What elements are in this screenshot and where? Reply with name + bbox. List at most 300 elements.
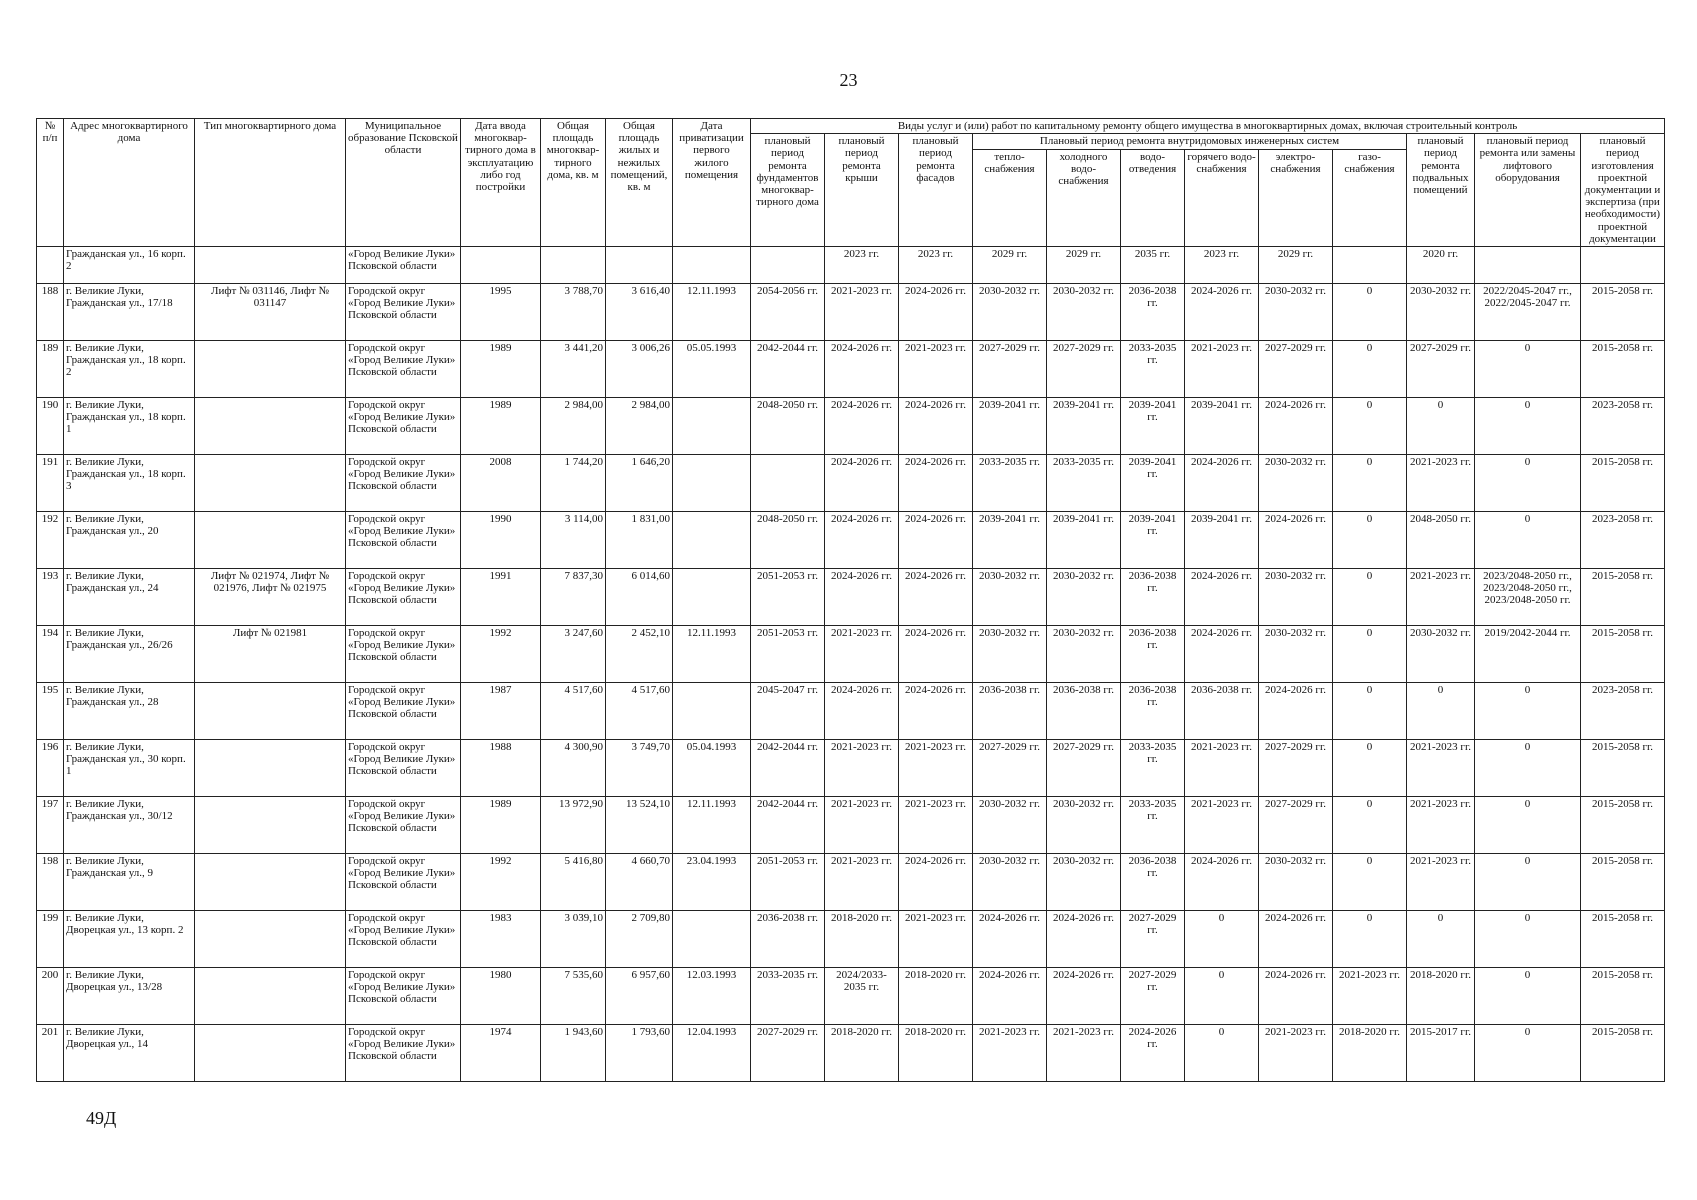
cell-total-area: 7 837,30 (541, 569, 606, 626)
cell-elevator: 2023/2048-2050 гг., 2023/2048-2050 гг., 2023/2048-2050 гг. (1475, 569, 1581, 626)
cell-premises-area: 1 831,00 (606, 512, 673, 569)
cell-priv-date (673, 455, 751, 512)
cell-gas: 0 (1333, 455, 1407, 512)
cell-total-area: 1 943,60 (541, 1025, 606, 1082)
cell-priv-date: 12.03.1993 (673, 968, 751, 1025)
cell-address: г. Великие Луки, Дворецкая ул., 13 корп. 2 (64, 911, 195, 968)
header-hot-water: горячего водо-снабжения (1185, 149, 1259, 246)
cell-basement: 2030-2032 гг. (1407, 626, 1475, 683)
cell-hot: 0 (1185, 911, 1259, 968)
cell-total-area: 3 441,20 (541, 341, 606, 398)
cell-cold: 2030-2032 гг. (1047, 854, 1121, 911)
header-heat: тепло-снабжения (973, 149, 1047, 246)
cell-foundation: 2048-2050 гг. (751, 398, 825, 455)
table-row (37, 854, 1665, 911)
cell-premises-area: 2 452,10 (606, 626, 673, 683)
cell-address: г. Великие Луки, Гражданская ул., 17/18 (64, 284, 195, 341)
header-drainage: водо-отведения (1121, 149, 1185, 246)
cell-hot: 2024-2026 гг. (1185, 569, 1259, 626)
capital-repair-table (36, 118, 1665, 1082)
cell-design (1581, 247, 1665, 284)
cell-elevator: 0 (1475, 398, 1581, 455)
cell-total-area: 4 300,90 (541, 740, 606, 797)
header-facade: плановый период ремонта фасадов (899, 134, 973, 247)
cell-design: 2023-2058 гг. (1581, 398, 1665, 455)
cell-municipality: Городской округ «Город Великие Луки» Псковской области (346, 626, 461, 683)
cell-priv-date: 12.11.1993 (673, 626, 751, 683)
cell-foundation: 2051-2053 гг. (751, 569, 825, 626)
cell-gas: 0 (1333, 797, 1407, 854)
header-roof: плановый период ремонта крыши (825, 134, 899, 247)
cell-year: 1990 (461, 512, 541, 569)
cell-num: 195 (37, 683, 64, 740)
cell-design: 2015-2058 гг. (1581, 341, 1665, 398)
cell-basement: 2027-2029 гг. (1407, 341, 1475, 398)
cell-cold: 2024-2026 гг. (1047, 911, 1121, 968)
cell-num (37, 247, 64, 284)
cell-year (461, 247, 541, 284)
cell-hot: 2024-2026 гг. (1185, 854, 1259, 911)
cell-type (195, 968, 346, 1025)
cell-facade: 2024-2026 гг. (899, 854, 973, 911)
cell-premises-area: 13 524,10 (606, 797, 673, 854)
table-row (37, 455, 1665, 512)
cell-year: 2008 (461, 455, 541, 512)
cell-hot: 0 (1185, 1025, 1259, 1082)
cell-hot: 2039-2041 гг. (1185, 398, 1259, 455)
table-row (37, 911, 1665, 968)
cell-elec: 2030-2032 гг. (1259, 455, 1333, 512)
cell-type (195, 455, 346, 512)
cell-hot: 2036-2038 гг. (1185, 683, 1259, 740)
cell-basement: 0 (1407, 683, 1475, 740)
cell-facade: 2024-2026 гг. (899, 512, 973, 569)
cell-total-area: 3 114,00 (541, 512, 606, 569)
header-electric: электро-снабжения (1259, 149, 1333, 246)
cell-heat: 2027-2029 гг. (973, 740, 1047, 797)
cell-gas: 0 (1333, 569, 1407, 626)
cell-elevator: 0 (1475, 512, 1581, 569)
cell-hot: 0 (1185, 968, 1259, 1025)
cell-cold: 2036-2038 гг. (1047, 683, 1121, 740)
cell-address: г. Великие Луки, Дворецкая ул., 14 (64, 1025, 195, 1082)
cell-premises-area: 1 646,20 (606, 455, 673, 512)
cell-premises-area: 4 660,70 (606, 854, 673, 911)
cell-hot: 2024-2026 гг. (1185, 284, 1259, 341)
cell-facade: 2021-2023 гг. (899, 740, 973, 797)
cell-elec: 2030-2032 гг. (1259, 284, 1333, 341)
cell-roof: 2024-2026 гг. (825, 455, 899, 512)
cell-num: 201 (37, 1025, 64, 1082)
header-commission-date: Дата ввода многоквар-тирного дома в эксплуатацию либо год постройки (461, 119, 541, 247)
cell-design: 2015-2058 гг. (1581, 740, 1665, 797)
cell-premises-area: 6 957,60 (606, 968, 673, 1025)
cell-foundation: 2033-2035 гг. (751, 968, 825, 1025)
cell-heat: 2030-2032 гг. (973, 797, 1047, 854)
cell-heat: 2033-2035 гг. (973, 455, 1047, 512)
cell-year: 1989 (461, 398, 541, 455)
cell-year: 1980 (461, 968, 541, 1025)
cell-gas: 0 (1333, 740, 1407, 797)
cell-foundation: 2048-2050 гг. (751, 512, 825, 569)
cell-address: г. Великие Луки, Гражданская ул., 30 корп. 1 (64, 740, 195, 797)
table-row (37, 1025, 1665, 1082)
cell-foundation: 2042-2044 гг. (751, 341, 825, 398)
cell-hot: 2021-2023 гг. (1185, 341, 1259, 398)
cell-elevator (1475, 247, 1581, 284)
cell-cold: 2033-2035 гг. (1047, 455, 1121, 512)
cell-num: 198 (37, 854, 64, 911)
cell-drain: 2039-2041 гг. (1121, 512, 1185, 569)
cell-roof: 2024-2026 гг. (825, 341, 899, 398)
cell-roof: 2024-2026 гг. (825, 683, 899, 740)
cell-design: 2015-2058 гг. (1581, 911, 1665, 968)
cell-drain: 2039-2041 гг. (1121, 398, 1185, 455)
cell-type (195, 740, 346, 797)
cell-roof: 2021-2023 гг. (825, 854, 899, 911)
table-row (37, 626, 1665, 683)
cell-elec: 2027-2029 гг. (1259, 341, 1333, 398)
cell-elec: 2030-2032 гг. (1259, 569, 1333, 626)
cell-year: 1989 (461, 341, 541, 398)
cell-priv-date (673, 911, 751, 968)
cell-num: 196 (37, 740, 64, 797)
cell-facade: 2024-2026 гг. (899, 569, 973, 626)
cell-priv-date: 05.05.1993 (673, 341, 751, 398)
cell-drain: 2024-2026 гг. (1121, 1025, 1185, 1082)
cell-address: г. Великие Луки, Гражданская ул., 26/26 (64, 626, 195, 683)
cell-roof: 2018-2020 гг. (825, 1025, 899, 1082)
cell-basement: 2018-2020 гг. (1407, 968, 1475, 1025)
cell-cold: 2027-2029 гг. (1047, 341, 1121, 398)
cell-gas: 0 (1333, 626, 1407, 683)
cell-design: 2023-2058 гг. (1581, 512, 1665, 569)
cell-priv-date (673, 683, 751, 740)
cell-gas: 0 (1333, 512, 1407, 569)
cell-premises-area: 3 749,70 (606, 740, 673, 797)
cell-type (195, 341, 346, 398)
cell-address: г. Великие Луки, Гражданская ул., 24 (64, 569, 195, 626)
cell-type (195, 512, 346, 569)
cell-foundation: 2051-2053 гг. (751, 626, 825, 683)
cell-address: г. Великие Луки, Гражданская ул., 18 корп. 2 (64, 341, 195, 398)
cell-foundation: 2036-2038 гг. (751, 911, 825, 968)
cell-cold: 2027-2029 гг. (1047, 740, 1121, 797)
cell-basement: 2021-2023 гг. (1407, 797, 1475, 854)
cell-heat: 2030-2032 гг. (973, 626, 1047, 683)
cell-elec: 2024-2026 гг. (1259, 398, 1333, 455)
cell-premises-area (606, 247, 673, 284)
cell-design: 2015-2058 гг. (1581, 968, 1665, 1025)
cell-type (195, 398, 346, 455)
cell-type: Лифт № 021974, Лифт № 021976, Лифт № 021975 (195, 569, 346, 626)
cell-municipality: Городской округ «Город Великие Луки» Псковской области (346, 284, 461, 341)
cell-cold: 2021-2023 гг. (1047, 1025, 1121, 1082)
header-type: Тип многоквартирного дома (195, 119, 346, 247)
cell-heat: 2024-2026 гг. (973, 968, 1047, 1025)
cell-address: г. Великие Луки, Гражданская ул., 20 (64, 512, 195, 569)
cell-elevator: 0 (1475, 341, 1581, 398)
cell-cold: 2029 гг. (1047, 247, 1121, 284)
table-row (37, 284, 1665, 341)
cell-municipality: Городской округ «Город Великие Луки» Псковской области (346, 911, 461, 968)
cell-gas: 0 (1333, 284, 1407, 341)
cell-priv-date: 12.04.1993 (673, 1025, 751, 1082)
header-municipality: Муниципальное образование Псковской области (346, 119, 461, 247)
cell-total-area: 3 039,10 (541, 911, 606, 968)
cell-drain: 2036-2038 гг. (1121, 683, 1185, 740)
cell-elec: 2030-2032 гг. (1259, 626, 1333, 683)
cell-hot: 2021-2023 гг. (1185, 797, 1259, 854)
cell-year: 1992 (461, 626, 541, 683)
cell-total-area: 2 984,00 (541, 398, 606, 455)
cell-municipality: Городской округ «Город Великие Луки» Псковской области (346, 341, 461, 398)
cell-year: 1987 (461, 683, 541, 740)
cell-year: 1991 (461, 569, 541, 626)
cell-foundation (751, 455, 825, 512)
cell-elec: 2030-2032 гг. (1259, 854, 1333, 911)
cell-elevator: 0 (1475, 455, 1581, 512)
cell-heat: 2030-2032 гг. (973, 854, 1047, 911)
cell-num: 197 (37, 797, 64, 854)
cell-priv-date (673, 569, 751, 626)
cell-foundation: 2027-2029 гг. (751, 1025, 825, 1082)
header-address: Адрес многоквартирного дома (64, 119, 195, 247)
cell-facade: 2021-2023 гг. (899, 911, 973, 968)
cell-roof: 2021-2023 гг. (825, 797, 899, 854)
table-row (37, 341, 1665, 398)
cell-total-area: 1 744,20 (541, 455, 606, 512)
cell-year: 1992 (461, 854, 541, 911)
cell-type (195, 683, 346, 740)
cell-facade: 2024-2026 гг. (899, 683, 973, 740)
cell-cold: 2030-2032 гг. (1047, 569, 1121, 626)
cell-elec: 2024-2026 гг. (1259, 911, 1333, 968)
cell-facade: 2018-2020 гг. (899, 1025, 973, 1082)
cell-basement: 2030-2032 гг. (1407, 284, 1475, 341)
cell-facade: 2021-2023 гг. (899, 797, 973, 854)
cell-type (195, 247, 346, 284)
cell-heat: 2024-2026 гг. (973, 911, 1047, 968)
cell-elevator: 0 (1475, 911, 1581, 968)
cell-num: 199 (37, 911, 64, 968)
cell-num: 192 (37, 512, 64, 569)
cell-heat: 2027-2029 гг. (973, 341, 1047, 398)
cell-facade: 2018-2020 гг. (899, 968, 973, 1025)
cell-elevator: 0 (1475, 968, 1581, 1025)
cell-elevator: 2022/2045-2047 гг., 2022/2045-2047 гг. (1475, 284, 1581, 341)
cell-elevator: 0 (1475, 854, 1581, 911)
cell-type (195, 797, 346, 854)
cell-design: 2015-2058 гг. (1581, 455, 1665, 512)
cell-gas: 2018-2020 гг. (1333, 1025, 1407, 1082)
cell-total-area (541, 247, 606, 284)
table-row (37, 968, 1665, 1025)
cell-facade: 2024-2026 гг. (899, 398, 973, 455)
cell-cold: 2030-2032 гг. (1047, 626, 1121, 683)
cell-foundation: 2042-2044 гг. (751, 797, 825, 854)
cell-premises-area: 3 006,26 (606, 341, 673, 398)
cell-hot: 2024-2026 гг. (1185, 455, 1259, 512)
header-foundation: плановый период ремонта фундаментов многоквар-тирного дома (751, 134, 825, 247)
cell-facade: 2024-2026 гг. (899, 284, 973, 341)
cell-gas: 0 (1333, 683, 1407, 740)
cell-municipality: Городской округ «Город Великие Луки» Псковской области (346, 683, 461, 740)
cell-year: 1995 (461, 284, 541, 341)
cell-premises-area: 6 014,60 (606, 569, 673, 626)
table-row (37, 740, 1665, 797)
cell-design: 2015-2058 гг. (1581, 284, 1665, 341)
cell-gas: 0 (1333, 341, 1407, 398)
cell-elec: 2029 гг. (1259, 247, 1333, 284)
cell-foundation: 2054-2056 гг. (751, 284, 825, 341)
document-code: 49Д (86, 1108, 117, 1128)
cell-facade: 2021-2023 гг. (899, 341, 973, 398)
cell-priv-date: 23.04.1993 (673, 854, 751, 911)
cell-priv-date (673, 247, 751, 284)
cell-foundation: 2045-2047 гг. (751, 683, 825, 740)
cell-drain: 2033-2035 гг. (1121, 797, 1185, 854)
cell-priv-date (673, 512, 751, 569)
cell-roof: 2018-2020 гг. (825, 911, 899, 968)
cell-municipality: Городской округ «Город Великие Луки» Псковской области (346, 968, 461, 1025)
cell-design: 2015-2058 гг. (1581, 854, 1665, 911)
cell-premises-area: 3 616,40 (606, 284, 673, 341)
cell-premises-area: 2 709,80 (606, 911, 673, 968)
cell-cold: 2039-2041 гг. (1047, 398, 1121, 455)
cell-num: 189 (37, 341, 64, 398)
cell-heat: 2039-2041 гг. (973, 512, 1047, 569)
cell-num: 188 (37, 284, 64, 341)
cell-basement: 2021-2023 гг. (1407, 569, 1475, 626)
header-basement: плановый период ремонта подвальных помещений (1407, 134, 1475, 247)
cell-total-area: 4 517,60 (541, 683, 606, 740)
table-row (37, 398, 1665, 455)
cell-roof: 2024-2026 гг. (825, 512, 899, 569)
cell-premises-area: 1 793,60 (606, 1025, 673, 1082)
table-body (37, 247, 1665, 1082)
header-engineering-group: Плановый период ремонта внутридомовых инженерных систем (973, 134, 1407, 150)
cell-drain: 2033-2035 гг. (1121, 740, 1185, 797)
cell-heat: 2030-2032 гг. (973, 569, 1047, 626)
cell-type (195, 854, 346, 911)
cell-elec: 2024-2026 гг. (1259, 683, 1333, 740)
cell-basement: 2048-2050 гг. (1407, 512, 1475, 569)
cell-elec: 2024-2026 гг. (1259, 512, 1333, 569)
cell-design: 2015-2058 гг. (1581, 797, 1665, 854)
cell-elec: 2021-2023 гг. (1259, 1025, 1333, 1082)
cell-total-area: 3 247,60 (541, 626, 606, 683)
cell-address: г. Великие Луки, Гражданская ул., 18 корп. 1 (64, 398, 195, 455)
cell-foundation (751, 247, 825, 284)
cell-address: г. Великие Луки, Гражданская ул., 30/12 (64, 797, 195, 854)
cell-municipality: Городской округ «Город Великие Луки» Псковской области (346, 797, 461, 854)
table-row (37, 512, 1665, 569)
cell-drain: 2033-2035 гг. (1121, 341, 1185, 398)
cell-design: 2023-2058 гг. (1581, 683, 1665, 740)
header-works-group: Виды услуг и (или) работ по капитальному ремонту общего имущества в многоквартирных домах, включая строительный контроль (751, 119, 1665, 134)
cell-elevator: 2019/2042-2044 гг. (1475, 626, 1581, 683)
cell-type: Лифт № 031146, Лифт № 031147 (195, 284, 346, 341)
cell-roof: 2021-2023 гг. (825, 284, 899, 341)
cell-foundation: 2042-2044 гг. (751, 740, 825, 797)
cell-heat: 2036-2038 гг. (973, 683, 1047, 740)
cell-design: 2015-2058 гг. (1581, 1025, 1665, 1082)
cell-municipality: Городской округ «Город Великие Луки» Псковской области (346, 854, 461, 911)
cell-hot: 2039-2041 гг. (1185, 512, 1259, 569)
cell-gas: 0 (1333, 854, 1407, 911)
table-row (37, 247, 1665, 284)
cell-elevator: 0 (1475, 797, 1581, 854)
cell-year: 1988 (461, 740, 541, 797)
cell-type: Лифт № 021981 (195, 626, 346, 683)
cell-basement: 0 (1407, 398, 1475, 455)
cell-heat: 2021-2023 гг. (973, 1025, 1047, 1082)
cell-basement: 2021-2023 гг. (1407, 854, 1475, 911)
cell-municipality: Городской округ «Город Великие Луки» Псковской области (346, 569, 461, 626)
cell-drain: 2035 гг. (1121, 247, 1185, 284)
cell-total-area: 7 535,60 (541, 968, 606, 1025)
cell-drain: 2036-2038 гг. (1121, 569, 1185, 626)
cell-elec: 2027-2029 гг. (1259, 740, 1333, 797)
cell-municipality: Городской округ «Город Великие Луки» Псковской области (346, 398, 461, 455)
cell-foundation: 2051-2053 гг. (751, 854, 825, 911)
cell-drain: 2036-2038 гг. (1121, 284, 1185, 341)
header-privatization-date: Дата приватизации первого жилого помещения (673, 119, 751, 247)
cell-address: Гражданская ул., 16 корп. 2 (64, 247, 195, 284)
cell-gas: 2021-2023 гг. (1333, 968, 1407, 1025)
header-premises-area: Общая площадь жилых и нежилых помещений, кв. м (606, 119, 673, 247)
cell-roof: 2024-2026 гг. (825, 569, 899, 626)
cell-facade: 2024-2026 гг. (899, 455, 973, 512)
cell-address: г. Великие Луки, Дворецкая ул., 13/28 (64, 968, 195, 1025)
cell-priv-date (673, 398, 751, 455)
cell-basement: 2015-2017 гг. (1407, 1025, 1475, 1082)
cell-drain: 2027-2029 гг. (1121, 968, 1185, 1025)
cell-priv-date: 12.11.1993 (673, 284, 751, 341)
cell-address: г. Великие Луки, Гражданская ул., 18 корп. 3 (64, 455, 195, 512)
cell-type (195, 911, 346, 968)
cell-roof: 2024/2033-2035 гг. (825, 968, 899, 1025)
table-row (37, 569, 1665, 626)
cell-basement: 2021-2023 гг. (1407, 740, 1475, 797)
cell-elevator: 0 (1475, 683, 1581, 740)
cell-priv-date: 05.04.1993 (673, 740, 751, 797)
cell-cold: 2024-2026 гг. (1047, 968, 1121, 1025)
cell-municipality: Городской округ «Город Великие Луки» Псковской области (346, 740, 461, 797)
cell-municipality: Городской округ «Город Великие Луки» Псковской области (346, 1025, 461, 1082)
cell-drain: 2027-2029 гг. (1121, 911, 1185, 968)
cell-heat: 2030-2032 гг. (973, 284, 1047, 341)
cell-roof: 2021-2023 гг. (825, 626, 899, 683)
cell-elec: 2027-2029 гг. (1259, 797, 1333, 854)
cell-year: 1989 (461, 797, 541, 854)
cell-heat: 2029 гг. (973, 247, 1047, 284)
cell-gas (1333, 247, 1407, 284)
table-row (37, 797, 1665, 854)
cell-elec: 2024-2026 гг. (1259, 968, 1333, 1025)
header-cold-water: холодного водо-снабжения (1047, 149, 1121, 246)
header-design-docs: плановый период изготовления проектной документации и экспертиза (при необходимости) проектной документации (1581, 134, 1665, 247)
header-num: № п/п (37, 119, 64, 247)
cell-year: 1983 (461, 911, 541, 968)
cell-municipality: Городской округ «Город Великие Луки» Псковской области (346, 512, 461, 569)
cell-gas: 0 (1333, 911, 1407, 968)
cell-elevator: 0 (1475, 740, 1581, 797)
cell-basement: 2020 гг. (1407, 247, 1475, 284)
header-total-area: Общая площадь многоквар-тирного дома, кв. м (541, 119, 606, 247)
cell-total-area: 5 416,80 (541, 854, 606, 911)
